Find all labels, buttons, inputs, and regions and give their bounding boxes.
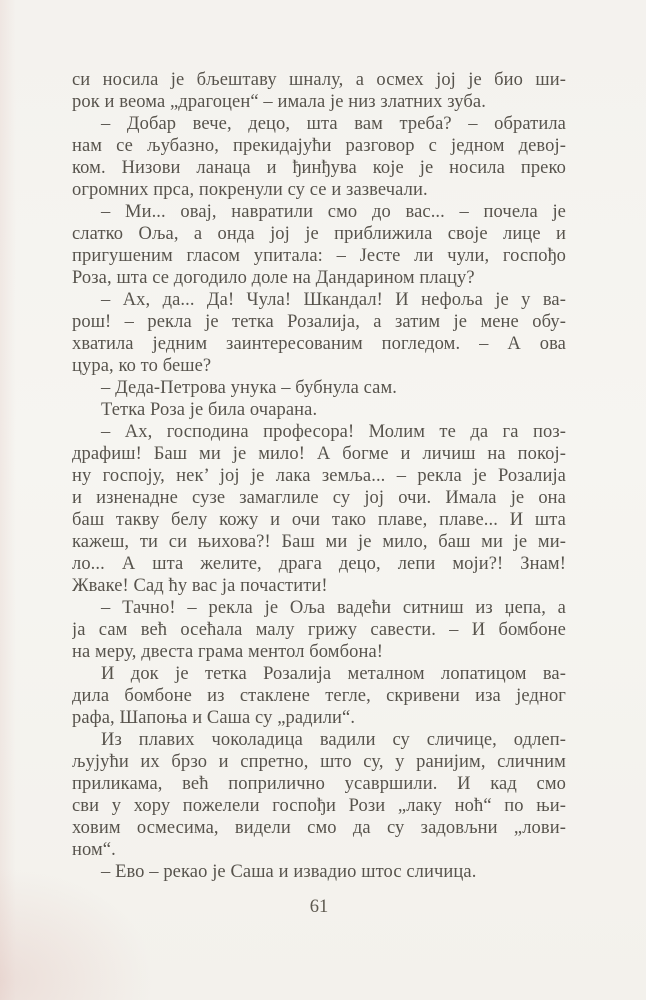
paragraph: [72, 377, 566, 399]
text-line: и изненадне сузе замаглиле су јој очи. Имала је она: [72, 488, 566, 508]
text-line: рок и веома „драгоцен“ – имала је низ златних зуба.: [72, 92, 486, 112]
text-line: ном“.: [72, 840, 116, 860]
text-line: приликама, већ поприлично усавршили. И кад смо: [72, 774, 566, 794]
text-line: си носила је бљештаву шналу, а осмех јој је био ши-: [72, 70, 566, 90]
text-line: ховим осмесима, видели смо да су задовљни „лови-: [72, 818, 566, 838]
text-line: Жваке! Сад ћу вас ја почастити!: [72, 576, 328, 596]
paragraph: [72, 663, 566, 729]
text-line: дила бомбоне из стаклене тегле, скривени иза једног: [72, 686, 566, 706]
text-line: – Ми... овај, навратили смо до вас... – почела је: [101, 202, 566, 222]
text-line: драфиш! Баш ми је мило! А богме и личиш на покој-: [72, 444, 566, 464]
paragraph: [72, 69, 566, 113]
text-line: Тетка Роза је била очарана.: [101, 400, 318, 420]
text-line: Из плавих чоколадица вадили су сличице, одлеп-: [101, 730, 566, 750]
text-line: Роза, шта се догодило доле на Дандарином плацу?: [72, 268, 475, 288]
paragraph: [72, 421, 566, 597]
paragraph: [72, 113, 566, 201]
paragraph: [72, 597, 566, 663]
text-line: ло... А шта желите, драга децо, лепи моји?! Знам!: [72, 554, 566, 574]
text-line: И док је тетка Розалија металном лопатицом ва-: [101, 664, 566, 684]
text-line: цура, ко то беше?: [72, 356, 212, 376]
text-line: ну госпоју, нек’ јој је лака земља... – рекла је Розалија: [72, 466, 566, 486]
text-line: љујући их брзо и спретно, што су, у ранијим, сличним: [72, 752, 566, 772]
text-line: рош! – рекла је тетка Розалија, а затим је мене обу-: [72, 312, 566, 332]
paragraph: [72, 861, 566, 883]
text-line: – Тачно! – рекла је Оља вадећи ситниш из џепа, а: [101, 598, 566, 618]
text-line: хватила једним заинтересованим погледом. – А ова: [72, 334, 566, 354]
paragraph: [72, 289, 566, 377]
paragraph: [72, 201, 566, 289]
page-number: 61: [309, 897, 329, 917]
text-line: – Ах, господина професора! Молим те да га поз-: [101, 422, 566, 442]
text-block: [72, 69, 566, 883]
text-line: рафа, Шапоња и Саша су „радили“.: [72, 708, 356, 728]
text-line: сви у хору пожелели госпођи Рози „лаку ноћ“ по њи-: [72, 796, 566, 816]
text-line: – Ах, да... Да! Чула! Шкандал! И нефоља је у ва-: [101, 290, 566, 310]
text-line: баш такву белу кожу и очи тако плаве, плаве... И шта: [72, 510, 566, 530]
text-line: ком. Низови ланаца и ђинђува које је носила преко: [72, 158, 566, 178]
text-line: – Деда-Петрова унука – бубнула сам.: [101, 378, 398, 398]
text-line: нам се љубазно, прекидајући разговор с једном девој-: [72, 136, 566, 156]
text-line: пригушеним гласом упитала: – Јесте ли чули, госпођо: [72, 246, 566, 266]
paragraph: [72, 399, 566, 421]
text-line: ја сам већ осећала малу грижу савести. – И бомбоне: [72, 620, 566, 640]
text-line: кажеш, ти си њихова?! Баш ми је мило, баш ми је ми-: [72, 532, 566, 552]
text-line: огромних прса, покренули су се и зазвечали.: [72, 180, 428, 200]
text-line: слатко Оља, а онда јој је приближила своје лице и: [72, 224, 566, 244]
text-line: – Добар вече, децо, шта вам треба? – обратила: [101, 114, 566, 134]
paragraph: [72, 729, 566, 861]
text-line: на меру, двеста грама ментол бомбона!: [72, 642, 384, 662]
text-line: – Ево – рекао је Саша и извадио штос сличица.: [101, 862, 477, 882]
